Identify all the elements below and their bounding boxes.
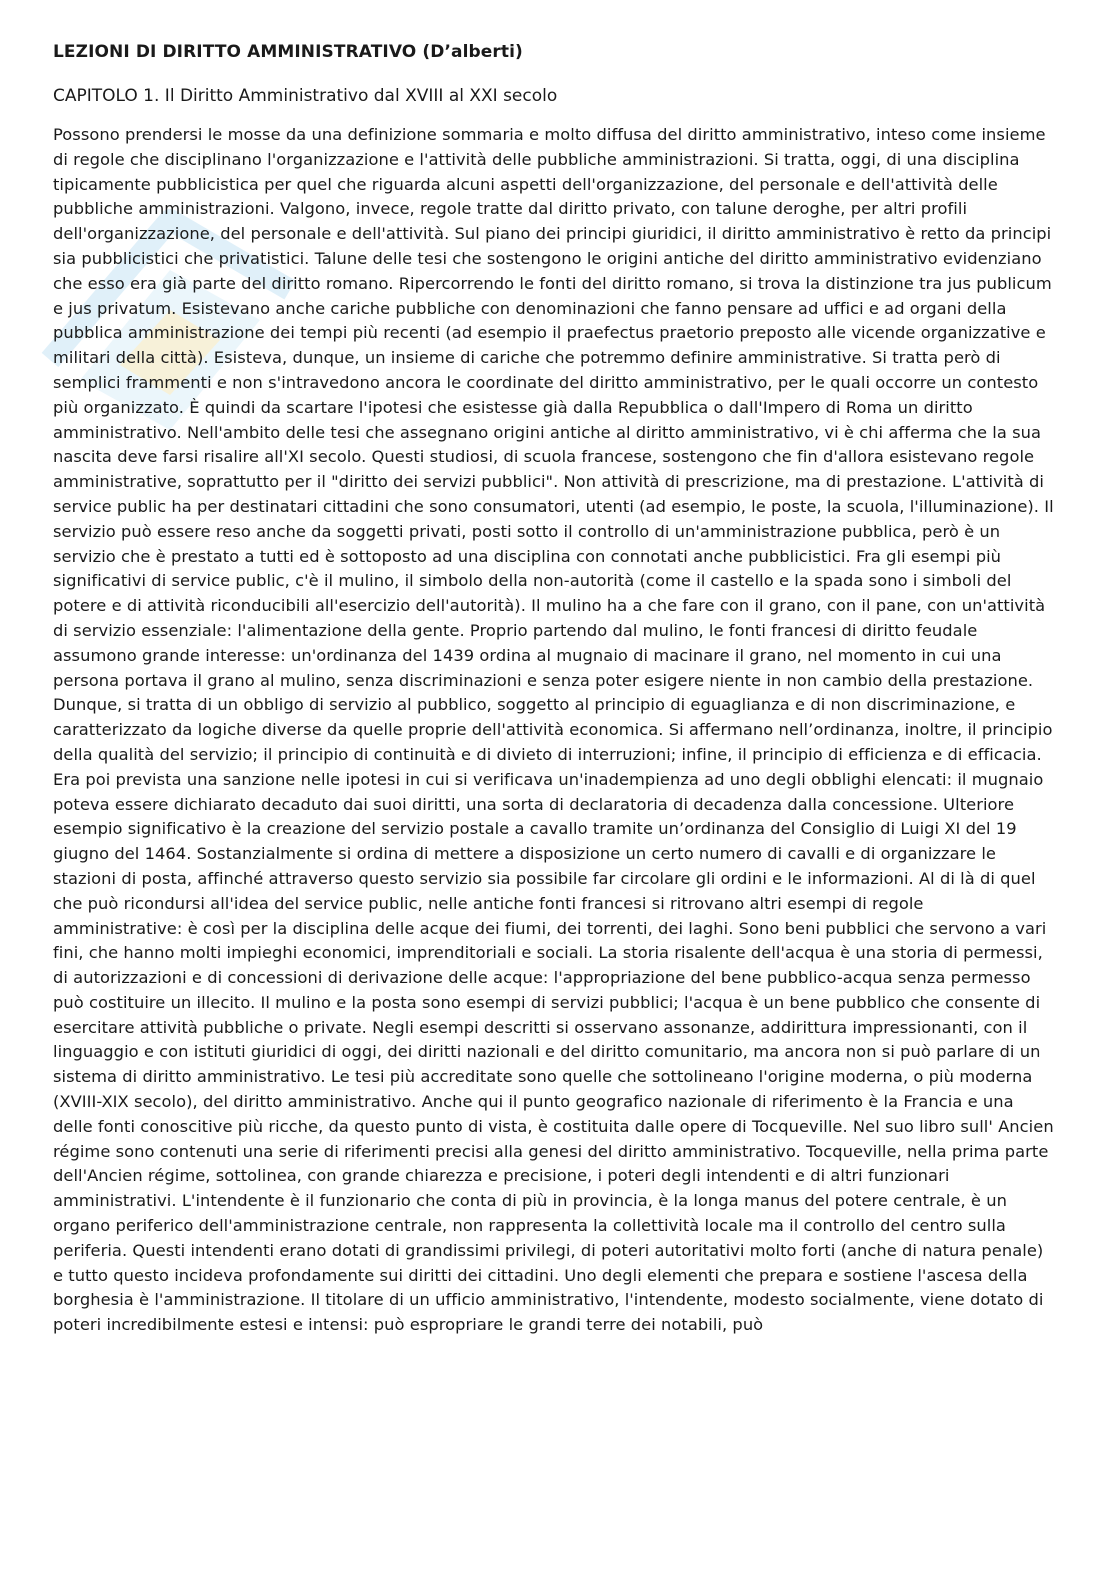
chapter-heading: CAPITOLO 1. Il Diritto Amministrativo dal XVIII al XXI secolo — [53, 86, 558, 106]
document-content — [53, 40, 1058, 1338]
document-title: LEZIONI DI DIRITTO AMMINISTRATIVO (D’alberti) — [53, 42, 523, 62]
body-paragraph: Possono prendersi le mosse da una definizione sommaria e molto diffusa del diritto amministrativo, inteso come insieme di regole che disciplinano l'organizzazione e l'attività delle pubbliche amministrazioni. Si tratta, oggi, di una disciplina tipicamente pubblicistica per quel che riguarda alcuni aspetti dell'organizzazione, del personale e dell'attività delle pubbliche amministrazioni. Valgono, invece, regole tratte dal diritto privato, con talune deroghe, per altri profili dell'organizzazione, del personale e dell'attività. Sul piano dei principi giuridici, il diritto amministrativo è retto da principi sia pubblicistici che privatistici. Talune delle tesi che sostengono le origini antiche del diritto amministrativo evidenziano che esso era già parte del diritto romano. Ripercorrendo le fonti del diritto romano, si trova la distinzione tra jus publicum e jus privatum. Esistevano anche cariche pubbliche con denominazioni che fanno pensare ad uffici e ad organi della pubblica amministrazione dei tempi più recenti (ad esempio il praefectus praetorio preposto alle vicende organizzative e militari della città). Esisteva, dunque, un insieme di cariche che potremmo definire amministrative. Si tratta però di semplici frammenti e non s'intravedono ancora le coordinate del diritto amministrativo, per le quali occorre un contesto più organizzato. È quindi da scartare l'ipotesi che esistesse già dalla Repubblica o dall'Impero di Roma un diritto amministrativo. Nell'ambito delle tesi che assegnano origini antiche al diritto amministrativo, vi è chi afferma che la sua nascita deve farsi risalire all'XI secolo. Questi studiosi, di scuola francese, sostengono che fin d'allora esistevano regole amministrative, soprattutto per il "diritto dei servizi pubblici". Non attività di prescrizione, ma di prestazione. L'attività di service public ha per destinatari cittadini che sono consumatori, utenti (ad esempio, le poste, la scuola, l'illuminazione). Il servizio può essere reso anche da soggetti privati, posti sotto il controllo di un'amministrazione pubblica, però è un servizio che è prestato a tutti ed è sottoposto ad una disciplina con connotati anche pubblicistici. Fra gli esempi più significativi di service public, c'è il mulino, il simbolo della non-autorità (come il castello e la spada sono i simboli del potere e di attività riconducibili all'esercizio dell'autorità). Il mulino ha a che fare con il grano, con il pane, con un'attività di servizio essenziale: l'alimentazione della gente. Proprio partendo dal mulino, le fonti francesi di diritto feudale assumono grande interesse: un'ordinanza del 1439 ordina al mugnaio di macinare il grano, nel momento in cui una persona portava il grano al mulino, senza discriminazioni e senza poter esigere niente in non cambio della prestazione. Dunque, si tratta di un obbligo di servizio al pubblico, soggetto al principio di eguaglianza e di non discriminazione, e caratterizzato da logiche diverse da quelle proprie dell'attività economica. Si affermano nell’ordinanza, inoltre, il principio della qualità del servizio; il principio di continuità e di divieto di interruzioni; infine, il principio di efficienza e di efficacia. Era poi prevista una sanzione nelle ipotesi in cui si verificava un'inadempienza ad uno degli obblighi elencati: il mugnaio poteva essere dichiarato decaduto dai suoi diritti, una sorta di declaratoria di decadenza dalla concessione. Ulteriore esempio significativo è la creazione del servizio postale a cavallo tramite un’ordinanza del Consiglio di Luigi XI del 19 giugno del 1464. Sostanzialmente si ordina di mettere a disposizione un certo numero di cavalli e di organizzare le stazioni di posta, affinché attraverso questo servizio sia possibile far circolare gli ordini e le informazioni. Al di là di quel che può ricondursi all'idea del service public, nelle antiche fonti francesi si ritrovano altri esempi di regole amministrative: è così per la disciplina delle acque dei fiumi, dei torrenti, dei laghi. Sono beni pubblici che servono a vari fini, che hanno molti impieghi economici, imprenditoriali e sociali. La storia risalente dell'acqua è una storia di permessi, di autorizzazioni e di concessioni di derivazione delle acque: l'appropriazione del bene pubblico-acqua senza permesso può costituire un illecito. Il mulino e la posta sono esempi di servizi pubblici; l'acqua è un bene pubblico che consente di esercitare attività pubbliche o private. Negli esempi descritti si osservano assonanze, addirittura impressionanti, con il linguaggio e con istituti giuridici di oggi, dei diritti nazionali e del diritto comunitario, ma ancora non si può parlare di un sistema di diritto amministrativo. Le tesi più accreditate sono quelle che sottolineano l'origine moderna, o più moderna (XVIII-XIX secolo), del diritto amministrativo. Anche qui il punto geografico nazionale di riferimento è la Francia e una delle fonti conoscitive più ricche, da questo punto di vista, è costituita dalle opere di Tocqueville. Nel suo libro sull' Ancien régime sono contenuti una serie di riferimenti precisi alla genesi del diritto amministrativo. Tocqueville, nella prima parte dell'Ancien régime, sottolinea, con grande chiarezza e precisione, i poteri degli intendenti e di altri funzionari amministrativi. L'intendente è il funzionario che conta di più in provincia, è la longa manus del potere centrale, è un organo periferico dell'amministrazione centrale, non rappresenta la collettività locale ma il controllo del centro sulla periferia. Questi intendenti erano dotati di grandissimi privilegi, di poteri autoritativi molto forti (anche di natura penale) e tutto questo incideva profondamente sui diritti dei cittadini. Uno degli elementi che prepara e sostiene l'ascesa della borghesia è l'amministrazione. Il titolare di un ufficio amministrativo, l'intendente, modesto socialmente, viene dotato di poteri incredibilmente estesi e intensi: può espropriare le grandi terre dei notabili, può — [53, 125, 1054, 1335]
